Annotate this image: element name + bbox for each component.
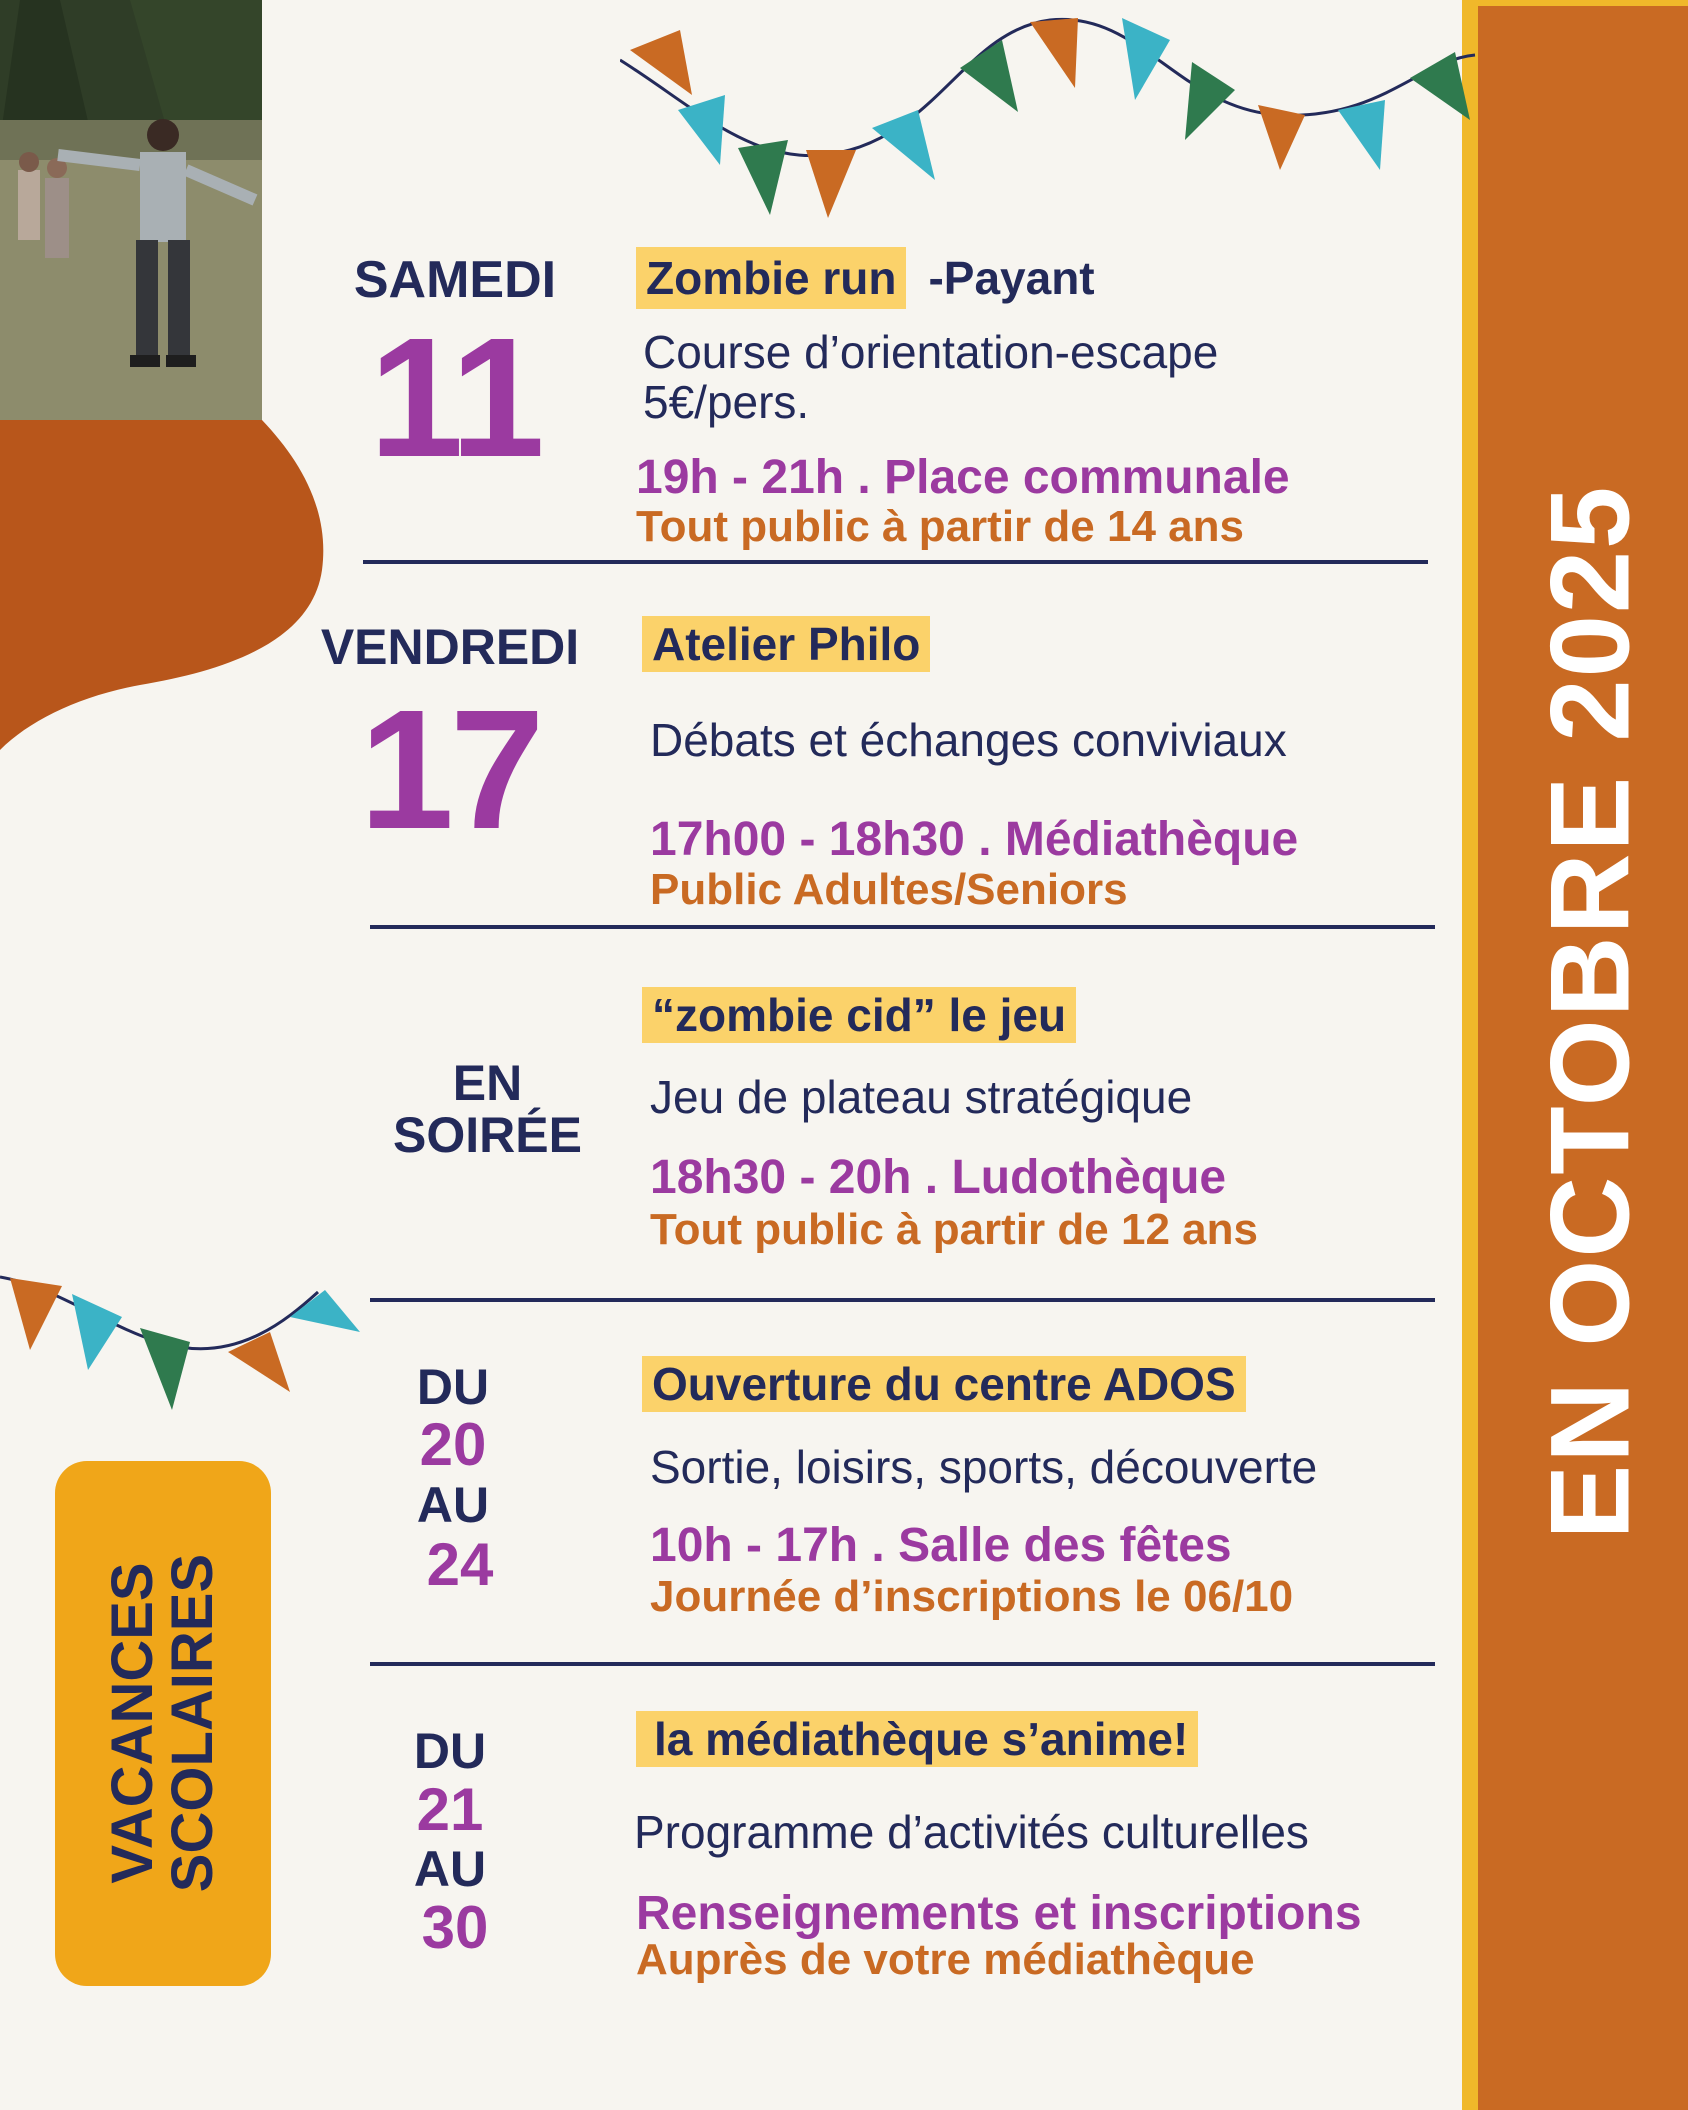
event-title-row-2	[642, 615, 930, 673]
range-to-number-30: 30	[421, 1894, 489, 1961]
event-description-2: Débats et échanges conviviaux	[650, 714, 1287, 766]
event-time-place-1: 19h - 21h . Place communale	[636, 451, 1290, 504]
event-audience-2: Public Adultes/Seniors	[650, 865, 1128, 914]
evening-label-line-2: SOIRÉE	[393, 1107, 582, 1163]
separator-1	[363, 560, 1428, 564]
month-title: EN OCTOBRE 2025	[1527, 484, 1653, 1540]
event-time-place-2: 17h00 - 18h30 . Médiathèque	[650, 813, 1299, 866]
range-to-number-24: 24	[426, 1531, 494, 1598]
event-title-row-3	[642, 986, 1076, 1044]
zombie-photo	[0, 0, 262, 422]
separator-4	[370, 1662, 1435, 1666]
vacances-scolaires-label	[100, 1553, 225, 1893]
range-to-word-4: AU	[416, 1477, 490, 1533]
event-audience-3: Tout public à partir de 12 ans	[650, 1205, 1258, 1254]
event-audience-1: Tout public à partir de 14 ans	[636, 502, 1244, 551]
event-title-row-1	[636, 247, 1095, 309]
event-price-tag: -Payant	[928, 252, 1095, 304]
event-description-3: Jeu de plateau stratégique	[650, 1071, 1193, 1123]
zombie-photo-illustration	[0, 0, 262, 422]
vacances-line-2: SCOLAIRES	[160, 1553, 225, 1893]
event-title-row-4	[642, 1355, 1246, 1413]
separator-2	[370, 925, 1435, 929]
event-title-zombie-cid: “zombie cid” le jeu	[642, 987, 1076, 1043]
decorative-blob	[0, 420, 330, 750]
range-to-word-5: AU	[413, 1841, 487, 1897]
event-time-place-3: 18h30 - 20h . Ludothèque	[650, 1151, 1227, 1204]
day-number-11: 11	[369, 303, 541, 493]
range-from-number-21: 21	[416, 1776, 484, 1843]
event-title-zombie-run: Zombie run	[636, 247, 906, 309]
day-number-17: 17	[359, 675, 541, 865]
event-description-line-2: 5€/pers.	[643, 376, 810, 428]
event-description-5: Programme d’activités culturelles	[634, 1806, 1309, 1858]
event-audience-4: Journée d’inscriptions le 06/10	[650, 1572, 1294, 1621]
event-description-line-1: Course d’orientation-escape	[643, 326, 1219, 378]
event-description-4: Sortie, loisirs, sports, découverte	[650, 1441, 1318, 1493]
bunting-left	[0, 1262, 370, 1442]
range-from-word-5: DU	[413, 1723, 487, 1779]
day-name-vendredi: VENDREDI	[320, 619, 580, 675]
evening-label-line-1: EN	[452, 1055, 523, 1111]
event-title-row-5	[636, 1710, 1198, 1768]
range-from-word-4: DU	[416, 1359, 490, 1415]
separator-3	[370, 1298, 1435, 1302]
event-title-mediatheque-anime: la médiathèque s’anime!	[636, 1711, 1198, 1767]
event-time-place-4: 10h - 17h . Salle des fêtes	[650, 1519, 1232, 1572]
bunting-top	[620, 0, 1480, 230]
day-name-samedi: SAMEDI	[353, 251, 557, 309]
event-info-line-5: Renseignements et inscriptions	[636, 1887, 1362, 1940]
event-title-centre-ados: Ouverture du centre ADOS	[642, 1356, 1246, 1412]
bunting-flags-top	[630, 18, 1470, 218]
vacances-line-1: VACANCES	[100, 1562, 165, 1884]
event-audience-5: Auprès de votre médiathèque	[636, 1935, 1255, 1984]
event-title-atelier-philo: Atelier Philo	[642, 616, 930, 672]
range-from-number-20: 20	[419, 1411, 487, 1478]
